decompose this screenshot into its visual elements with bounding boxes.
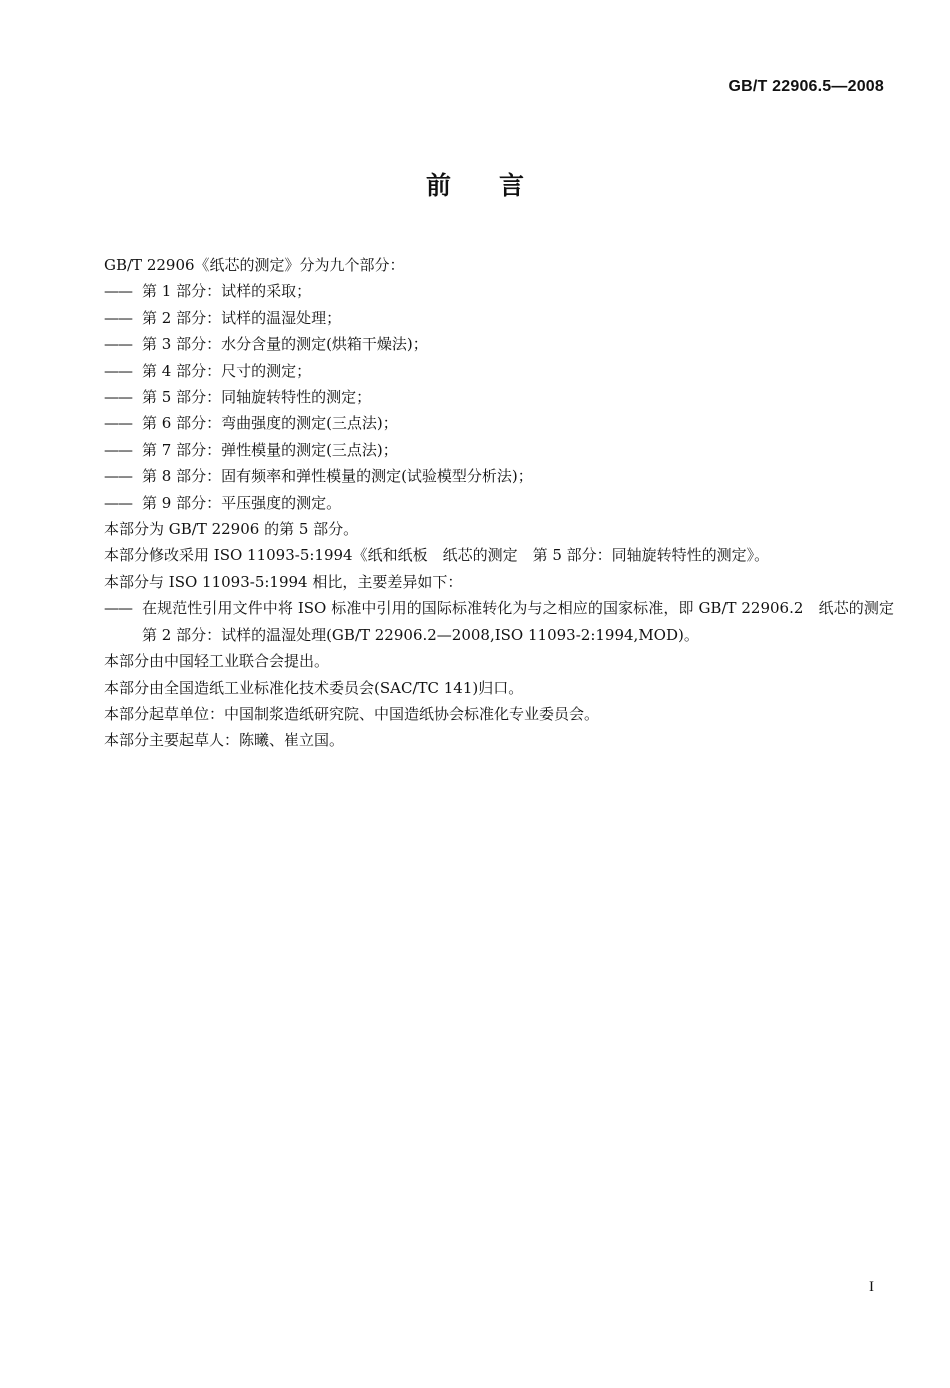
difference-item-text: 在规范性引用文件中将 ISO 标准中引用的国际标准转化为与之相应的国家标准，即 GB/T 22906.2 纸芯的测定 第 2 部分：试样的温湿处理(GB/T 22906.2—2008,ISO 11093-2:1994,MOD)。 xyxy=(142,599,910,644)
list-item-text: 第 9 部分：平压强度的测定。 xyxy=(142,493,342,512)
list-dash: —— xyxy=(104,440,132,459)
list-item xyxy=(104,490,894,516)
list-dash: —— xyxy=(104,308,132,327)
difference-item xyxy=(104,595,910,648)
list-dash: —— xyxy=(104,414,132,433)
list-item xyxy=(104,410,894,436)
list-item-text: 第 3 部分：水分含量的测定(烘箱干燥法)； xyxy=(142,335,428,354)
proposed-by: 本部分由中国轻工业联合会提出。 xyxy=(104,652,330,671)
list-item-text: 第 1 部分：试样的采取； xyxy=(142,282,312,301)
list-item-text: 第 8 部分：固有频率和弹性模量的测定(试验模型分析法)； xyxy=(142,467,533,486)
list-dash: —— xyxy=(104,282,132,301)
list-item xyxy=(104,305,894,331)
list-dash: —— xyxy=(104,467,132,486)
list-item-text: 第 2 部分：试样的温湿处理； xyxy=(142,308,342,327)
list-item-text: 第 7 部分：弹性模量的测定(三点法)； xyxy=(142,440,398,459)
list-item xyxy=(104,331,894,357)
drafters: 本部分主要起草人：陈曦、崔立国。 xyxy=(104,731,345,750)
standard-number: GB/T 22906.5—2008 xyxy=(728,78,884,95)
drafting-units: 本部分起草单位：中国制浆造纸研究院、中国造纸协会标准化专业委员会。 xyxy=(104,704,600,723)
list-item xyxy=(104,384,894,410)
adoption-statement: 本部分修改采用 ISO 11093-5:1994《纸和纸板 纸芯的测定 第 5 部分：同轴旋转特性的测定》。 xyxy=(104,546,770,565)
list-item xyxy=(104,463,894,489)
centralized-by: 本部分由全国造纸工业标准化技术委员会(SAC/TC 141)归口。 xyxy=(104,678,524,697)
list-item xyxy=(104,437,894,463)
list-item xyxy=(104,278,894,304)
differences-intro: 本部分与 ISO 11093-5:1994 相比，主要差异如下： xyxy=(104,572,463,591)
list-item-text: 第 6 部分：弯曲强度的测定(三点法)； xyxy=(142,414,398,433)
list-item xyxy=(104,358,894,384)
list-item-text: 第 4 部分：尺寸的测定； xyxy=(142,361,312,380)
foreword-body xyxy=(104,252,910,754)
parts-intro: GB/T 22906《纸芯的测定》分为九个部分： xyxy=(104,256,405,274)
page-title: 前言 xyxy=(425,171,572,200)
list-dash: —— xyxy=(104,361,132,380)
list-dash: —— xyxy=(104,335,132,354)
this-part-statement: 本部分为 GB/T 22906 的第 5 部分。 xyxy=(104,520,359,539)
page-number: I xyxy=(869,1279,874,1295)
list-dash: —— xyxy=(104,493,132,512)
list-dash: —— xyxy=(104,599,132,618)
list-item-text: 第 5 部分：同轴旋转特性的测定； xyxy=(142,388,372,407)
list-dash: —— xyxy=(104,388,132,407)
